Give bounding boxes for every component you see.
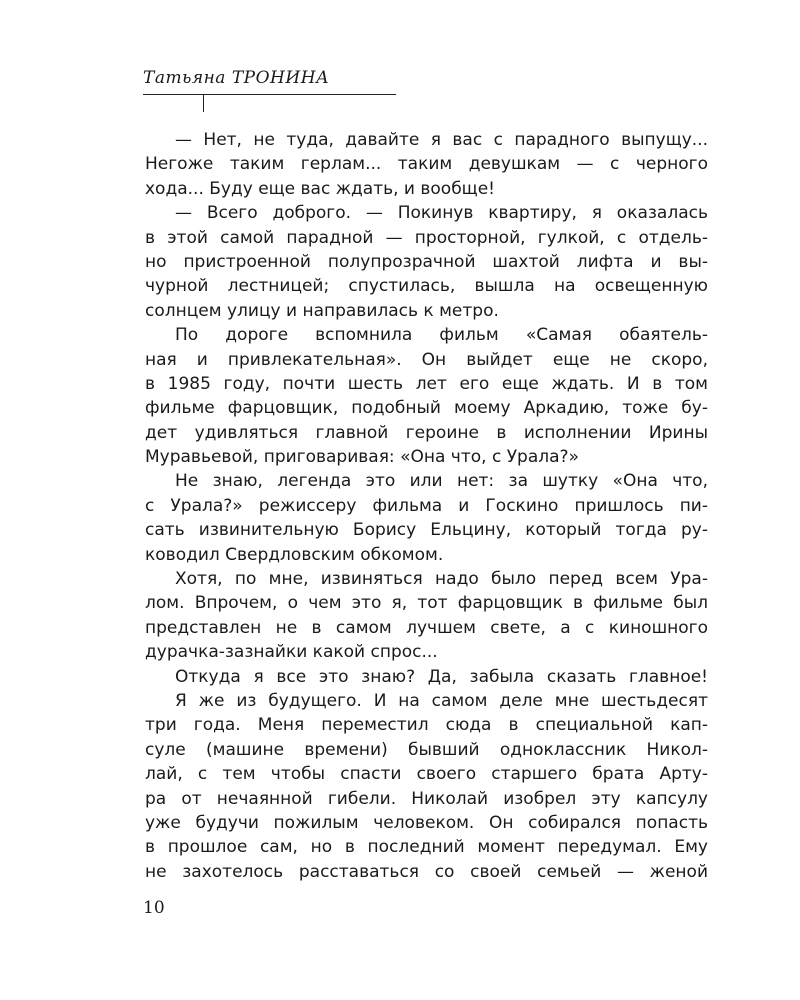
text-line: дет удивляться главной героине в исполнении Ирины bbox=[145, 422, 708, 443]
text-line: представлен не в самом лучшем свете, а с киношного bbox=[145, 617, 708, 638]
text-line: Муравьевой, приговаривая: «Она что, с Урала?» bbox=[145, 447, 579, 468]
text-line: лом. Впрочем, о чем это я, тот фарцовщик в фильме был bbox=[145, 593, 708, 614]
text-line: ководил Свердловским обкомом. bbox=[145, 544, 444, 565]
text-line: в 1985 году, почти шесть лет его еще ждать. И в том bbox=[145, 373, 708, 394]
text-line: чурной лестницей; спустилась, вышла на освещенную bbox=[145, 276, 708, 297]
text-line: — Нет, не туда, давайте я вас с парадного выпущу... bbox=[175, 130, 708, 150]
text-line: — Всего доброго. — Покинув квартиру, я оказалась bbox=[175, 203, 708, 224]
text-line: лай, с тем чтобы спасти своего старшего брата Арту- bbox=[145, 764, 708, 785]
header-tick-mark bbox=[203, 94, 204, 112]
text-line: солнцем улицу и направилась к метро. bbox=[145, 300, 499, 321]
text-line: Откуда я все это знаю? Да, забыла сказать главное! bbox=[175, 666, 708, 687]
text-line: дурачка-зазнайки какой спрос... bbox=[145, 642, 438, 663]
text-line: в этой самой парадной — просторной, гулкой, с отдель- bbox=[145, 227, 708, 248]
text-line: с Урала?» режиссеру фильма и Госкино пришлось пи- bbox=[145, 495, 708, 516]
text-line: По дороге вспомнила фильм «Самая обаятель- bbox=[175, 325, 708, 346]
text-line: Хотя, по мне, извиняться надо было перед всем Ура- bbox=[175, 569, 708, 590]
text-line: в прошлое сам, но в последний момент передумал. Ему bbox=[145, 837, 708, 858]
text-line: суле (машине времени) бывший одноклассник Никол- bbox=[145, 739, 708, 760]
text-line: Не знаю, легенда это или нет: за шутку «Она что, bbox=[175, 471, 708, 492]
text-line: уже будучи пожилым человеком. Он собирался попасть bbox=[145, 812, 708, 833]
text-line: Негоже таким герлам... таким девушкам — с черного bbox=[145, 154, 708, 175]
running-head-author: Татьяна ТРОНИНА bbox=[143, 68, 330, 88]
text-line: три года. Меня переместил сюда в специальной кап- bbox=[145, 715, 708, 736]
text-line: хода... Буду еще вас ждать, и вообще! bbox=[145, 178, 495, 199]
header-rule bbox=[143, 94, 396, 95]
text-line: сать извинительную Борису Ельцину, который тогда ру- bbox=[145, 520, 708, 541]
text-line: ная и привлекательная». Он выйдет еще не скоро, bbox=[145, 349, 708, 370]
text-line: Я же из будущего. И на самом деле мне шестьдесят bbox=[175, 690, 708, 711]
text-line: фильме фарцовщик, подобный моему Аркадию, тоже бу- bbox=[145, 398, 708, 419]
text-line: ра от нечаянной гибели. Николай изобрел эту капсулу bbox=[145, 788, 708, 809]
text-line: не захотелось расставаться со своей семьей — женой bbox=[145, 861, 708, 882]
page-number: 10 bbox=[143, 898, 165, 918]
text-line: но пристроенной полупрозрачной шахтой лифта и вы- bbox=[145, 251, 708, 272]
body-text bbox=[145, 128, 708, 884]
